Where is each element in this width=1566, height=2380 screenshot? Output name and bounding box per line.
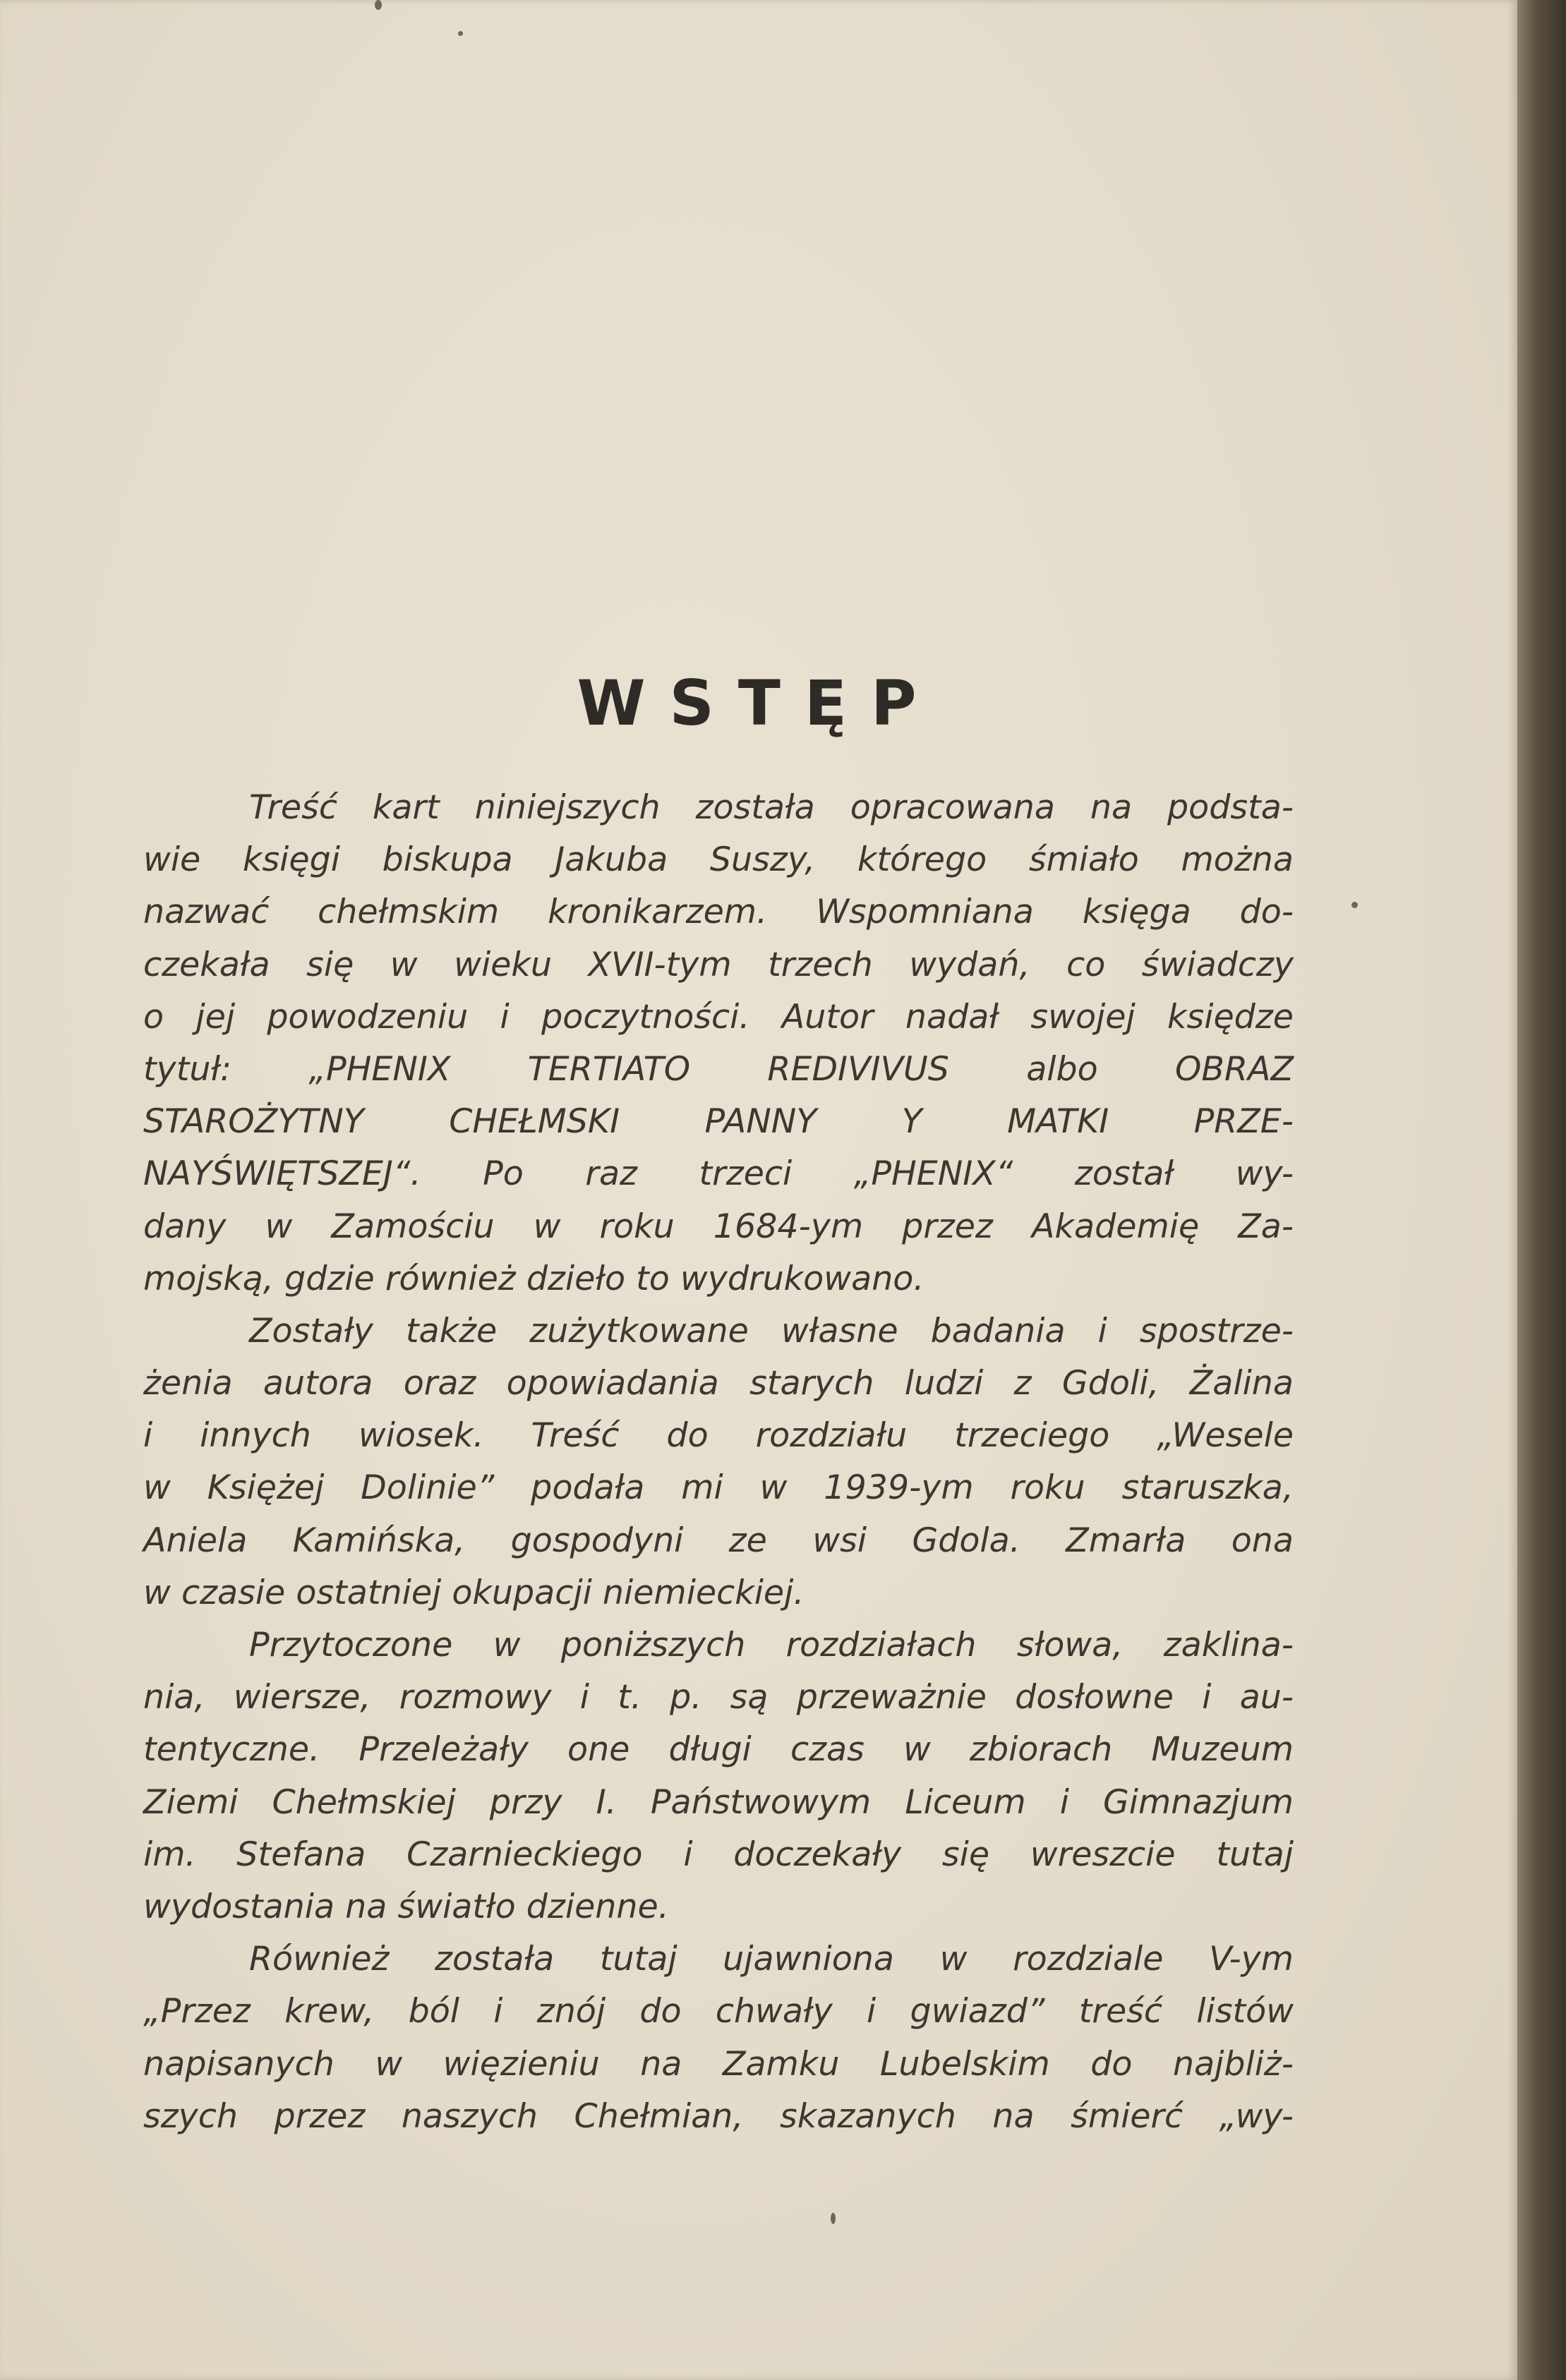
text-line: „Przez krew, ból i znój do chwały i gwiazd” treść listów [143, 1992, 1294, 2031]
text-line: NAYŚWIĘTSZEJ“. Po raz trzeci „PHENIX“ został wy- [143, 1154, 1294, 1194]
text-line: w Księżej Dolinie” podała mi w 1939-ym roku staruszka, [143, 1468, 1294, 1508]
text-line: wie księgi biskupa Jakuba Suszy, którego śmiało można [143, 840, 1294, 880]
text-line: Ziemi Chełmskiej przy I. Państwowym Liceum i Gimnazjum [143, 1782, 1294, 1822]
text-line: nazwać chełmskim kronikarzem. Wspomniana księga do- [143, 893, 1294, 932]
text-line: czekała się w wieku XVII-tym trzech wydań, co świadczy [143, 945, 1294, 984]
text-line: wydostania na światło dzienne. [143, 1887, 669, 1926]
text-line: i innych wiosek. Treść do rozdziału trzeciego „Wesele [143, 1416, 1294, 1456]
paper-speck [831, 2213, 836, 2224]
text-line: nia, wiersze, rozmowy i t. p. są przeważnie dosłowne i au- [143, 1678, 1294, 1717]
text-line: dany w Zamościu w roku 1684-ym przez Akademię Za- [143, 1207, 1294, 1246]
text-line: Zostały także zużytkowane własne badania i spostrze- [249, 1311, 1294, 1351]
body-text [143, 782, 1294, 2143]
paper-speck [375, 0, 382, 10]
text-line: napisanych w więzieniu na Zamku Lubelskim do najbliż- [143, 2044, 1294, 2084]
text-line: tytuł: „PHENIX TERTIATO REDIVIVUS albo OBRAZ [143, 1049, 1294, 1089]
text-line: STAROŻYTNY CHEŁMSKI PANNY Y MATKI PRZE- [143, 1102, 1294, 1142]
paper-speck [1351, 902, 1358, 908]
text-line: szych przez naszych Chełmian, skazanych na śmierć „wy- [143, 2096, 1294, 2136]
text-line: w czasie ostatniej okupacji niemieckiej. [143, 1573, 805, 1612]
text-line: tentyczne. Przeleżały one długi czas w zbiorach Muzeum [143, 1730, 1294, 1770]
text-line: Przytoczone w poniższych rozdziałach słowa, zaklina- [249, 1626, 1294, 1665]
text-line: Treść kart niniejszych została opracowana na podsta- [249, 788, 1294, 827]
text-line: mojską, gdzie również dzieło to wydrukowano. [143, 1259, 924, 1298]
page-title: WSTĘP [577, 667, 941, 739]
text-line: o jej powodzeniu i poczytności. Autor nadał swojej księdze [143, 997, 1294, 1037]
page-edge-shadow [1517, 0, 1566, 2380]
text-line: Również została tutaj ujawniona w rozdziale V-ym [249, 1940, 1294, 1979]
paper-speck [458, 31, 463, 36]
text-line: im. Stefana Czarnieckiego i doczekały się wreszcie tutaj [143, 1835, 1294, 1874]
text-line: żenia autora oraz opowiadania starych ludzi z Gdoli, Żalina [143, 1364, 1294, 1403]
text-line: Aniela Kamińska, gospodyni ze wsi Gdola. Zmarła ona [143, 1521, 1294, 1560]
